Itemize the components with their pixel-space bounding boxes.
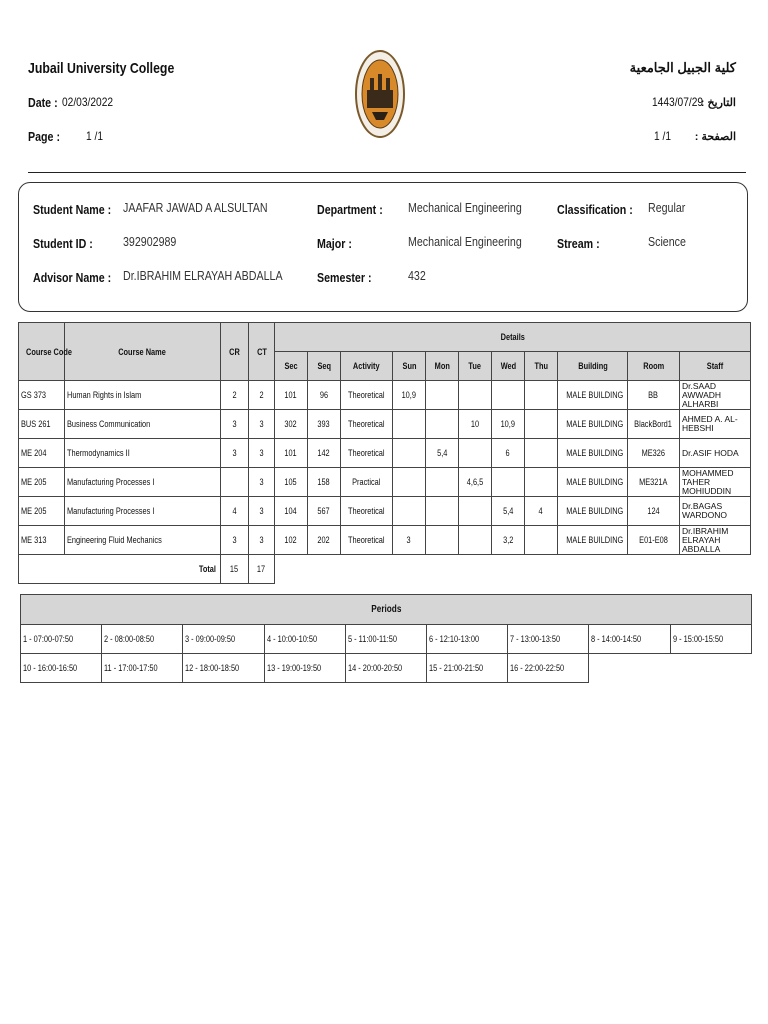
major-label: Major : [317,236,352,251]
total-spacer [275,555,751,584]
cell-cr: 2 [221,381,249,410]
period-empty [589,654,671,683]
col-building: Building [558,352,628,381]
cell-name: Human Rights in Islam [65,381,221,410]
cell-staff: MOHAMMED TAHER MOHIUDDIN [680,468,751,497]
cell-tue [459,381,492,410]
cell-ct: 3 [249,410,275,439]
cell-cr: 3 [221,439,249,468]
cell-room: BB [628,381,680,410]
period-cell: 9 - 15:00-15:50 [671,625,752,654]
cell-staff: Dr.IBRAHIM ELRAYAH ABDALLA [680,526,751,555]
period-cell: 2 - 08:00-08:50 [102,625,183,654]
cell-thu: 4 [525,497,558,526]
total-label: Total [19,555,221,584]
cell-building: MALE BUILDING [558,381,628,410]
cell-seq: 202 [308,526,341,555]
period-cell: 12 - 18:00-18:50 [183,654,265,683]
total-ct: 17 [249,555,275,584]
classification-label: Classification : [557,202,633,217]
cell-ct: 3 [249,468,275,497]
cell-activity: Theoretical [341,526,393,555]
cell-activity: Theoretical [341,381,393,410]
cell-code: ME 313 [19,526,65,555]
cell-cr [221,468,249,497]
cell-cr: 3 [221,526,249,555]
period-cell: 13 - 19:00-19:50 [265,654,346,683]
period-cell: 1 - 07:00-07:50 [21,625,102,654]
cell-sun: 3 [393,526,426,555]
cell-sec: 105 [275,468,308,497]
table-row [19,468,751,497]
period-empty [671,654,752,683]
cell-sun: 10,9 [393,381,426,410]
cell-name: Manufacturing Processes I [65,497,221,526]
cell-sec: 101 [275,439,308,468]
col-seq: Seq [308,352,341,381]
cell-code: ME 205 [19,497,65,526]
advisor-name: Dr.IBRAHIM ELRAYAH ABDALLA [123,268,283,283]
period-cell: 11 - 17:00-17:50 [102,654,183,683]
semester-label: Semester : [317,270,372,285]
cell-name: Manufacturing Processes I [65,468,221,497]
cell-code: GS 373 [19,381,65,410]
cell-sun [393,439,426,468]
table-row [19,497,751,526]
cell-building: MALE BUILDING [558,410,628,439]
col-sun: Sun [393,352,426,381]
col-thu: Thu [525,352,558,381]
period-cell: 15 - 21:00-21:50 [427,654,508,683]
stream-label: Stream : [557,236,600,251]
table-row [19,439,751,468]
period-cell: 6 - 12:10-13:00 [427,625,508,654]
col-activity: Activity [341,352,393,381]
cell-building: MALE BUILDING [558,439,628,468]
cell-ct: 2 [249,381,275,410]
period-cell: 4 - 10:00-10:50 [265,625,346,654]
cell-ct: 3 [249,526,275,555]
cell-mon [426,410,459,439]
periods-table [20,594,752,683]
cell-sun [393,468,426,497]
cell-sec: 101 [275,381,308,410]
cell-name: Business Communication [65,410,221,439]
period-cell: 10 - 16:00-16:50 [21,654,102,683]
col-staff: Staff [680,352,751,381]
col-cr: CR [221,323,249,381]
cell-tue [459,526,492,555]
cell-building: MALE BUILDING [558,468,628,497]
cell-seq: 393 [308,410,341,439]
cell-room: E01-E08 [628,526,680,555]
period-cell: 3 - 09:00-09:50 [183,625,265,654]
cell-cr: 3 [221,410,249,439]
student-name-label: Student Name : [33,202,112,217]
cell-activity: Practical [341,468,393,497]
university-seal-icon [354,48,406,140]
cell-sec: 302 [275,410,308,439]
cell-mon [426,468,459,497]
cell-seq: 158 [308,468,341,497]
cell-mon [426,497,459,526]
cell-thu [525,410,558,439]
page-value-ar: 1 /1 [654,129,672,143]
cell-wed: 3,2 [492,526,525,555]
college-name-en: Jubail University College [28,60,175,77]
cell-activity: Theoretical [341,439,393,468]
student-id-label: Student ID : [33,236,93,251]
cell-wed: 10,9 [492,410,525,439]
date-value: 02/03/2022 [62,95,114,109]
cell-staff: Dr.ASIF HODA [680,439,751,468]
advisor-label: Advisor Name : [33,270,112,285]
cell-seq: 567 [308,497,341,526]
cell-staff: Dr.BAGAS WARDONO [680,497,751,526]
cell-sec: 104 [275,497,308,526]
cell-mon [426,526,459,555]
student-name: JAAFAR JAWAD A ALSULTAN [123,200,268,215]
col-room: Room [628,352,680,381]
cell-wed: 6 [492,439,525,468]
period-cell: 5 - 11:00-11:50 [346,625,427,654]
col-details: Details [275,323,751,352]
stream-value: Science [648,234,686,249]
date-label: Date : [28,95,58,110]
cell-staff: AHMED A. AL-HEBSHI [680,410,751,439]
col-mon: Mon [426,352,459,381]
cell-thu [525,526,558,555]
cell-name: Thermodynamics II [65,439,221,468]
department-label: Department : [317,202,383,217]
date-value-ar: 1443/07/29 [652,95,704,109]
cell-seq: 142 [308,439,341,468]
page-value: 1 /1 [86,129,104,143]
cell-wed [492,468,525,497]
cell-wed [492,381,525,410]
student-id: 392902989 [123,234,177,249]
cell-wed: 5,4 [492,497,525,526]
cell-ct: 3 [249,439,275,468]
cell-tue [459,439,492,468]
cell-activity: Theoretical [341,497,393,526]
periods-row [21,654,752,683]
total-cr: 15 [221,555,249,584]
cell-code: BUS 261 [19,410,65,439]
periods-title: Periods [21,595,752,625]
classification-value: Regular [648,200,686,215]
cell-sun [393,497,426,526]
table-row [19,381,751,410]
period-cell: 14 - 20:00-20:50 [346,654,427,683]
course-schedule-table [18,322,751,584]
cell-code: ME 204 [19,439,65,468]
col-course-code: Course Code [19,323,65,381]
header-divider [28,172,746,173]
cell-thu [525,381,558,410]
college-name-ar: كلية الجبيل الجامعية [629,60,736,75]
period-cell: 16 - 22:00-22:50 [508,654,589,683]
cell-room: ME326 [628,439,680,468]
cell-thu [525,468,558,497]
cell-room: 124 [628,497,680,526]
cell-name: Engineering Fluid Mechanics [65,526,221,555]
cell-cr: 4 [221,497,249,526]
cell-mon: 5,4 [426,439,459,468]
cell-sec: 102 [275,526,308,555]
cell-thu [525,439,558,468]
cell-tue: 4,6,5 [459,468,492,497]
page-label-ar: الصفحة : [694,131,736,143]
cell-mon [426,381,459,410]
period-cell: 7 - 13:00-13:50 [508,625,589,654]
cell-sun [393,410,426,439]
department-value: Mechanical Engineering [408,200,522,215]
col-ct: CT [249,323,275,381]
table-row [19,410,751,439]
cell-room: ME321A [628,468,680,497]
cell-building: MALE BUILDING [558,497,628,526]
col-tue: Tue [459,352,492,381]
col-sec: Sec [275,352,308,381]
cell-building: MALE BUILDING [558,526,628,555]
cell-ct: 3 [249,497,275,526]
cell-staff: Dr.SAAD AWWADH ALHARBI [680,381,751,410]
col-wed: Wed [492,352,525,381]
periods-row [21,625,752,654]
cell-room: BlackBord1 [628,410,680,439]
page-label: Page : [28,129,60,144]
table-row [19,526,751,555]
cell-activity: Theoretical [341,410,393,439]
cell-code: ME 205 [19,468,65,497]
major-value: Mechanical Engineering [408,234,522,249]
semester-value: 432 [408,268,426,283]
period-cell: 8 - 14:00-14:50 [589,625,671,654]
date-label-ar: التاريخ : [700,97,736,109]
col-course-name: Course Name [65,323,221,381]
cell-seq: 96 [308,381,341,410]
cell-tue [459,497,492,526]
cell-tue: 10 [459,410,492,439]
